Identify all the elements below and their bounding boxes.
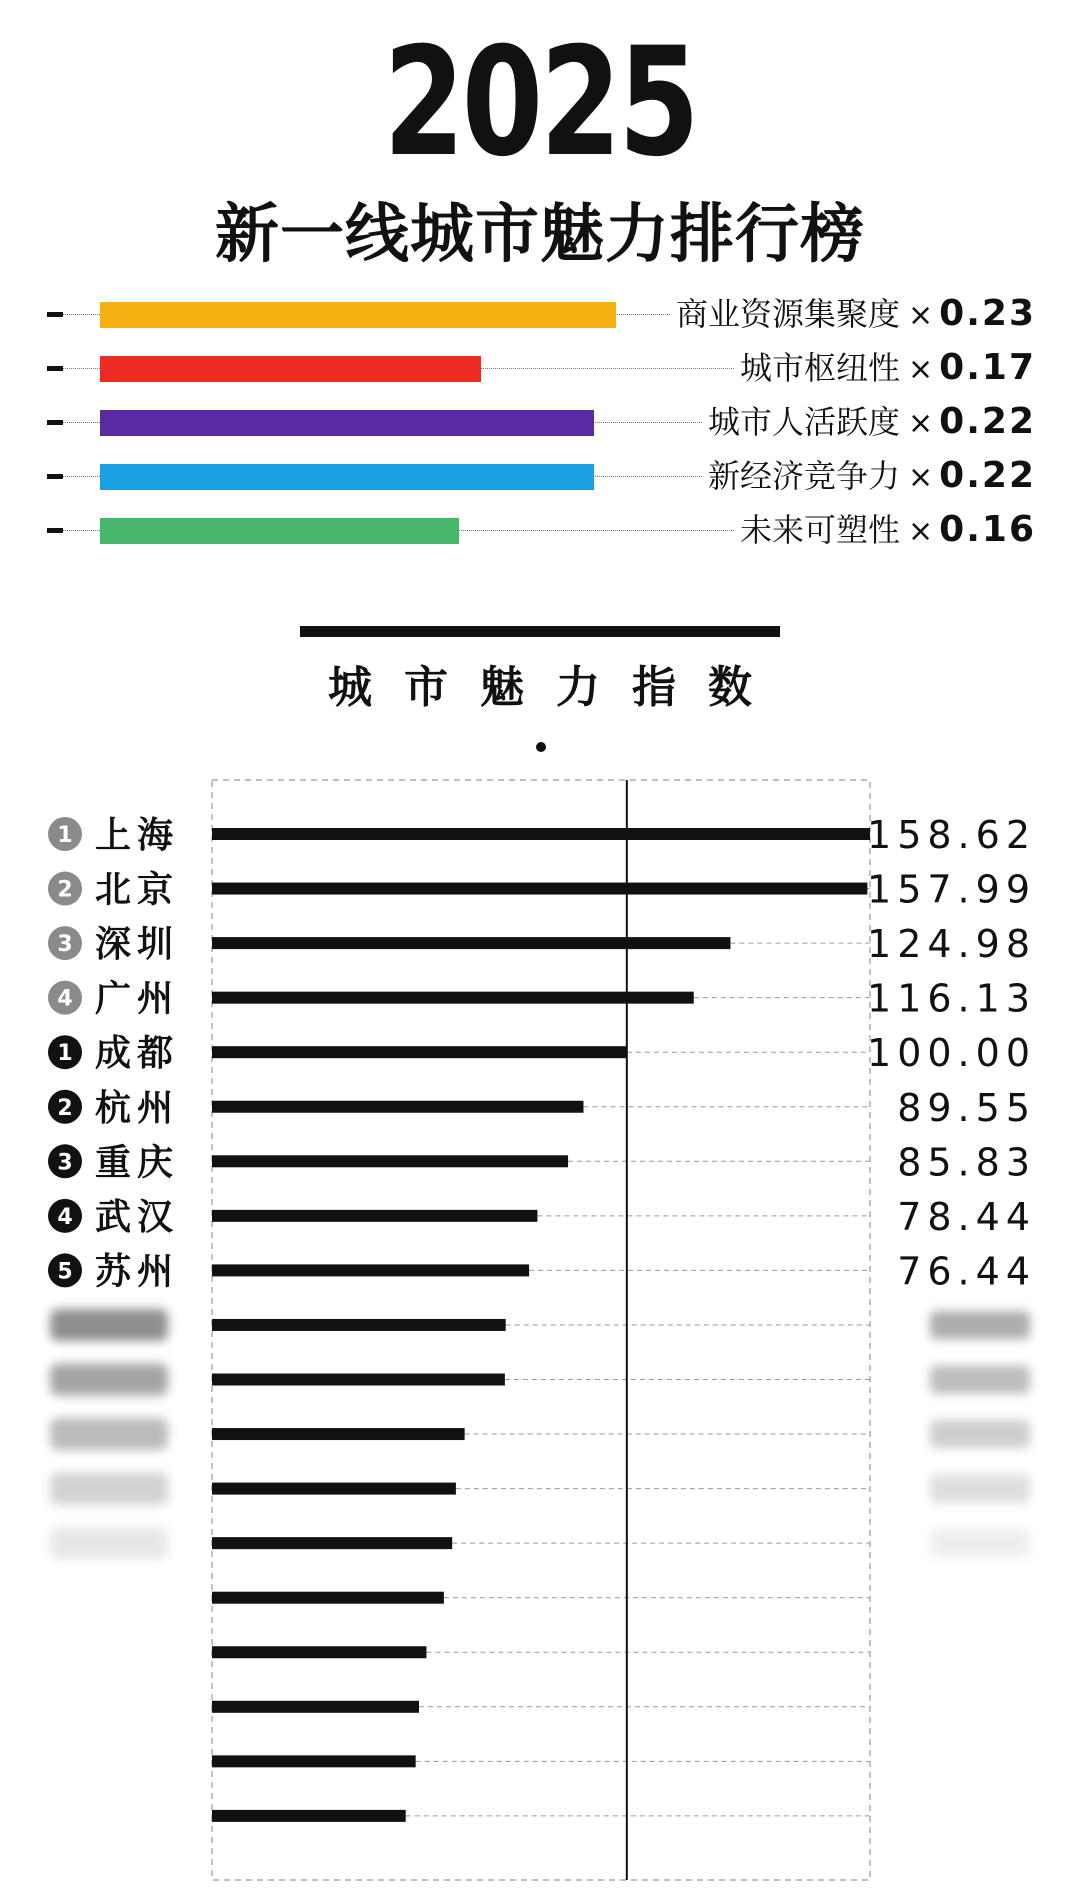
bar bbox=[212, 1264, 529, 1276]
bar bbox=[212, 1046, 627, 1058]
weight-name: 新经济竞争力 bbox=[708, 457, 901, 495]
city-name: 重庆 bbox=[95, 1142, 180, 1184]
bar bbox=[212, 1646, 426, 1658]
city-name: 成都 bbox=[95, 1033, 180, 1075]
bar bbox=[212, 1101, 583, 1113]
obscured-value bbox=[930, 1366, 1030, 1394]
weight-value: 0.22 bbox=[939, 401, 1036, 442]
obscured-city bbox=[50, 1418, 168, 1450]
bar bbox=[212, 1155, 568, 1167]
city-name: 杭州 bbox=[95, 1087, 180, 1129]
bar bbox=[212, 992, 694, 1004]
city-name: 上海 bbox=[95, 815, 180, 856]
bar bbox=[212, 937, 730, 949]
obscured-value bbox=[930, 1311, 1030, 1339]
weight-value: 0.16 bbox=[939, 509, 1036, 550]
rank-number: 4 bbox=[57, 986, 73, 1012]
multiply-sign: × bbox=[908, 298, 934, 333]
obscured-value bbox=[930, 1475, 1030, 1503]
bar bbox=[212, 828, 870, 840]
weight-name: 城市人活跃度 bbox=[708, 403, 901, 441]
value-label: 78.44 bbox=[897, 1194, 1036, 1239]
bar bbox=[212, 1319, 506, 1331]
bar bbox=[212, 1483, 456, 1495]
bar bbox=[212, 1428, 465, 1440]
weight-name: 商业资源集聚度 bbox=[676, 295, 901, 333]
city-name: 北京 bbox=[95, 869, 180, 911]
value-label: 157.99 bbox=[867, 867, 1036, 912]
weight-name: 城市枢纽性 bbox=[740, 349, 901, 387]
obscured-city bbox=[50, 1364, 168, 1396]
value-label: 116.13 bbox=[867, 976, 1036, 1021]
value-label: 85.83 bbox=[897, 1140, 1036, 1185]
multiply-sign: × bbox=[908, 352, 934, 387]
obscured-value bbox=[930, 1420, 1030, 1448]
bar bbox=[212, 1810, 406, 1822]
city-name: 广州 bbox=[95, 978, 180, 1020]
city-name: 武汉 bbox=[95, 1196, 180, 1238]
bar bbox=[212, 1374, 505, 1386]
bar bbox=[212, 1537, 452, 1549]
weight-name: 未来可塑性 bbox=[740, 511, 901, 549]
section-title: 城市魅力指数 bbox=[328, 662, 784, 713]
rank-number: 2 bbox=[57, 1095, 73, 1121]
value-label: 158.62 bbox=[867, 813, 1036, 857]
rank-number: 5 bbox=[57, 1259, 73, 1285]
obscured-city bbox=[50, 1473, 168, 1505]
weight-value: 0.23 bbox=[939, 293, 1036, 334]
rank-number: 3 bbox=[57, 1150, 73, 1176]
year-heading: 2025 bbox=[383, 16, 697, 190]
value-label: 89.55 bbox=[897, 1085, 1036, 1130]
bar bbox=[212, 1592, 444, 1604]
value-label: 76.44 bbox=[897, 1249, 1036, 1294]
rank-number: 2 bbox=[57, 877, 73, 903]
multiply-sign: × bbox=[908, 460, 934, 495]
value-label: 100.00 bbox=[867, 1031, 1036, 1076]
bar bbox=[212, 1755, 416, 1767]
bar bbox=[212, 1210, 537, 1222]
weight-value: 0.22 bbox=[939, 455, 1036, 496]
rank-number: 1 bbox=[57, 1041, 73, 1067]
bar bbox=[212, 883, 867, 895]
page-title: 新一线城市魅力排行榜 bbox=[215, 198, 865, 272]
weight-value: 0.17 bbox=[939, 347, 1036, 388]
bar bbox=[212, 1701, 419, 1713]
rank-number: 3 bbox=[57, 932, 73, 958]
city-name: 深圳 bbox=[95, 924, 180, 966]
obscured-value bbox=[930, 1529, 1030, 1557]
rank-number: 1 bbox=[57, 823, 73, 848]
obscured-city bbox=[50, 1527, 168, 1559]
obscured-city bbox=[50, 1309, 168, 1341]
multiply-sign: × bbox=[908, 406, 934, 441]
rank-number: 4 bbox=[57, 1204, 73, 1230]
value-label: 124.98 bbox=[867, 922, 1036, 967]
multiply-sign: × bbox=[908, 514, 934, 549]
city-name: 苏州 bbox=[95, 1251, 180, 1293]
